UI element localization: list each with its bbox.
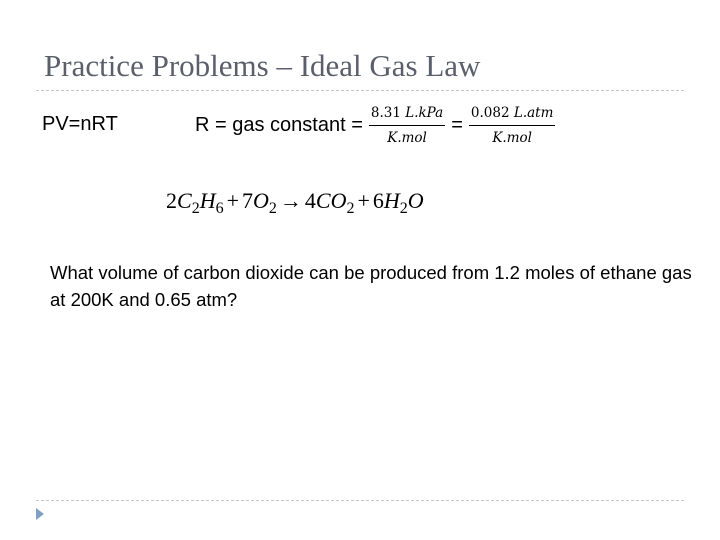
practice-question: What volume of carbon dioxide can be produced from 1.2 moles of ethane gas at 200K and 0.65 atm? xyxy=(50,262,692,310)
fraction-numerator xyxy=(469,105,555,126)
plus-sign: + xyxy=(226,188,239,213)
footer-divider xyxy=(36,500,684,501)
denominator-unit: K.mol xyxy=(492,129,532,146)
gas-constant-fraction-kpa xyxy=(369,105,445,146)
subscript: 2 xyxy=(191,200,200,217)
equals-sign: = xyxy=(451,113,463,136)
coefficient: 2 xyxy=(166,188,177,213)
gas-constant-fraction-atm xyxy=(469,105,555,146)
subscript: 2 xyxy=(268,200,277,217)
subscript: 2 xyxy=(399,200,408,217)
coefficient: 4 xyxy=(304,188,316,213)
slide-title: Practice Problems – Ideal Gas Law xyxy=(44,48,481,83)
title-divider xyxy=(36,90,684,91)
coefficient: 7 xyxy=(242,188,253,213)
fraction-denominator xyxy=(385,126,429,146)
fraction-numerator xyxy=(369,105,445,126)
numerator-value: 0.082 xyxy=(470,104,510,121)
denominator-unit: K.mol xyxy=(387,129,427,146)
element-symbol: O xyxy=(330,188,347,213)
numerator-value: 8.31 xyxy=(370,104,401,121)
subscript: 6 xyxy=(215,200,224,217)
fraction-denominator xyxy=(490,126,534,146)
numerator-unit: L.kPa xyxy=(405,104,444,121)
element-symbol: C xyxy=(177,188,192,213)
coefficient: 6 xyxy=(372,188,384,213)
gas-constant-label: R = gas constant = xyxy=(195,113,363,136)
element-symbol: O xyxy=(253,188,269,213)
element-symbol: H xyxy=(199,188,216,213)
subscript: 2 xyxy=(346,200,355,217)
element-symbol: H xyxy=(383,188,400,213)
reaction-arrow: → xyxy=(279,188,302,213)
triangle-right-icon[interactable] xyxy=(36,508,44,520)
ideal-gas-formula: PV=nRT xyxy=(42,113,118,135)
plus-sign: + xyxy=(357,188,370,213)
element-symbol: O xyxy=(407,188,424,213)
gas-constant-definition xyxy=(195,100,561,150)
numerator-unit: L.atm xyxy=(513,104,554,121)
element-symbol: C xyxy=(315,188,331,213)
combustion-equation xyxy=(166,188,424,217)
